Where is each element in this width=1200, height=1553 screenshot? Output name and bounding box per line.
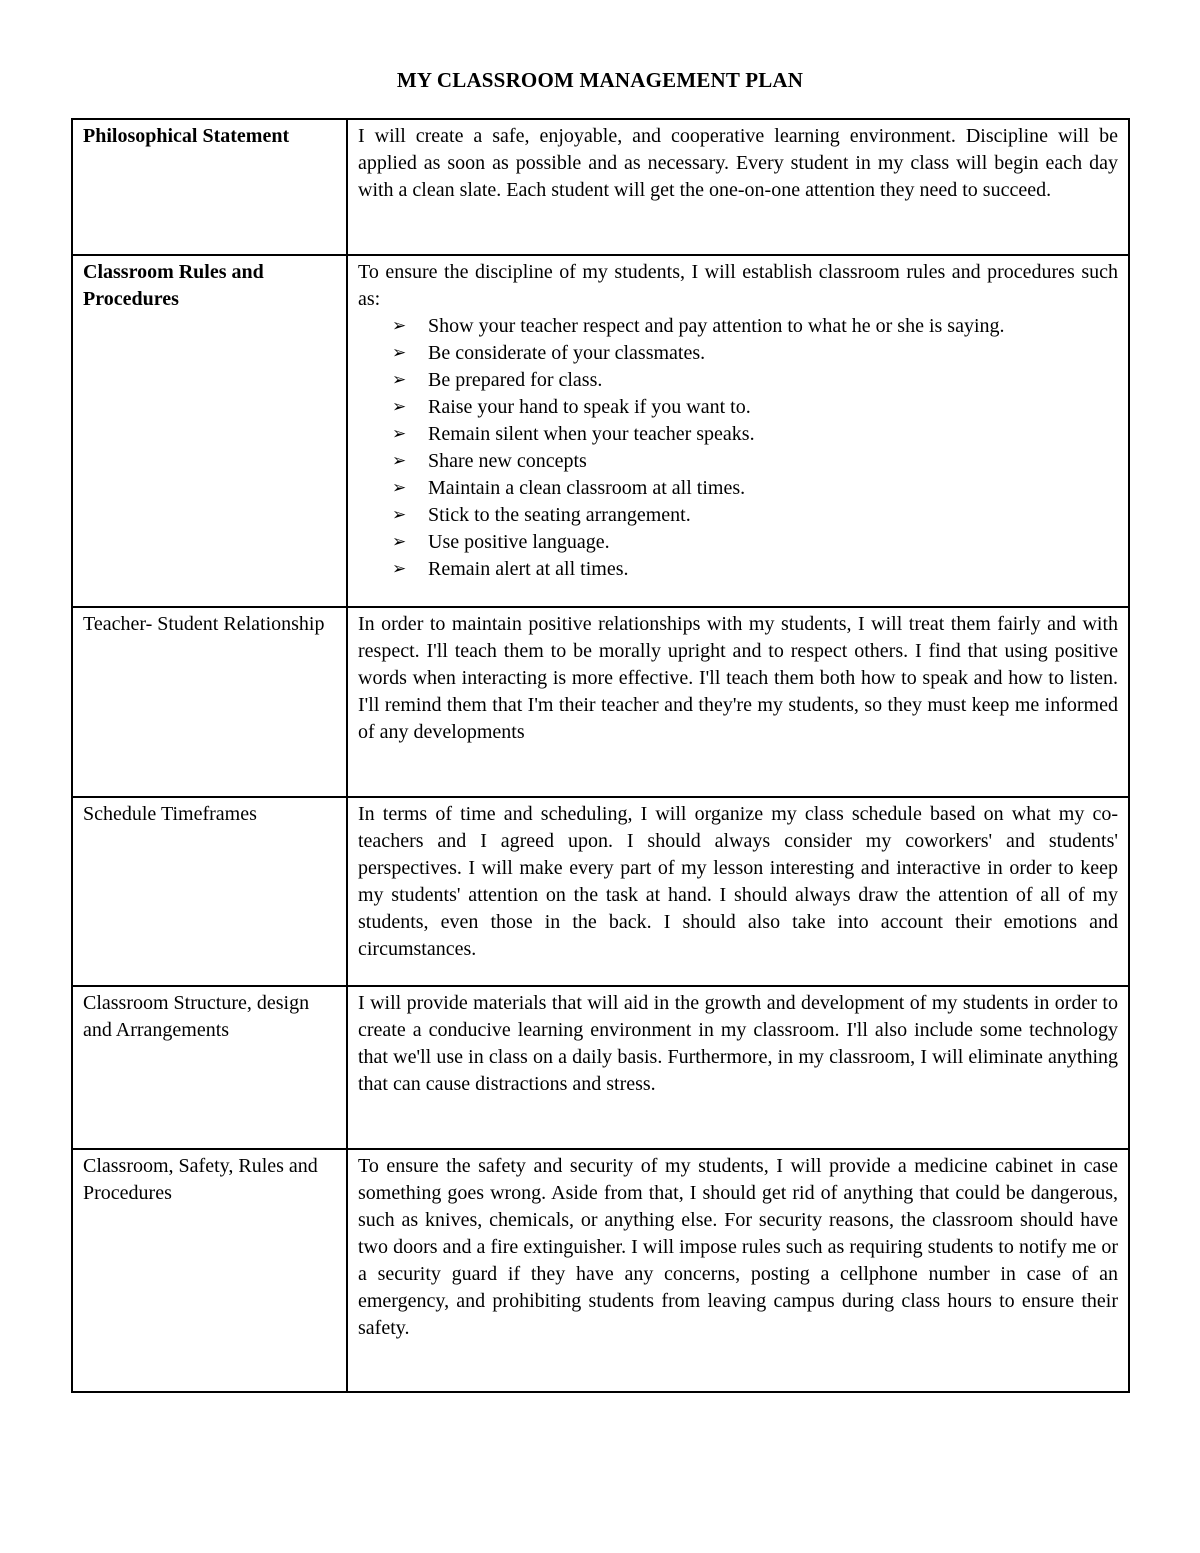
list-item xyxy=(392,475,1118,502)
arrow-bullet-icon: ➢ xyxy=(392,397,407,417)
row-label-philosophical-statement: Philosophical Statement xyxy=(72,119,347,255)
arrow-bullet-icon: ➢ xyxy=(392,532,407,552)
row-label-classroom-safety: Classroom, Safety, Rules and Procedures xyxy=(72,1149,347,1392)
arrow-bullet-icon: ➢ xyxy=(392,559,407,579)
table-row xyxy=(72,797,1129,986)
list-item xyxy=(392,448,1118,475)
list-item xyxy=(392,394,1118,421)
table-row xyxy=(72,607,1129,797)
table-row xyxy=(72,119,1129,255)
row-label-teacher-student-relationship: Teacher- Student Relationship xyxy=(72,607,347,797)
arrow-bullet-icon: ➢ xyxy=(392,451,407,471)
rule-text: Stick to the seating arrangement. xyxy=(428,504,691,526)
arrow-bullet-icon: ➢ xyxy=(392,505,407,525)
row-text-classroom-structure: I will provide materials that will aid in the growth and development of my students in order to create a conducive learning environment in my classroom. I'll also include some technology that we'll use in class on a daily basis. Furthermore, in my classroom, I will eliminate anything that can cause distractions and stress. xyxy=(347,986,1129,1149)
arrow-bullet-icon: ➢ xyxy=(392,343,407,363)
row-text-schedule-timeframes: In terms of time and scheduling, I will organize my class schedule based on what my co-teachers and I agreed upon. I should always consider my coworkers' and students' perspectives. I will make every part of my lesson interesting and interactive in order to keep my students' attention on the task at hand. I should always draw the attention of all of my students, even those in the back. I should also take into account their emotions and circumstances. xyxy=(347,797,1129,986)
rule-text: Remain alert at all times. xyxy=(428,558,629,580)
list-item xyxy=(392,367,1118,394)
rules-intro: To ensure the discipline of my students, I will establish classroom rules and procedures such as: xyxy=(358,261,1118,310)
rule-text: Maintain a clean classroom at all times. xyxy=(428,477,746,499)
management-plan-table xyxy=(71,118,1130,1393)
rule-text: Show your teacher respect and pay attention to what he or she is saying. xyxy=(428,315,1005,337)
row-content-classroom-rules xyxy=(347,255,1129,607)
rule-text: Share new concepts xyxy=(428,450,587,472)
arrow-bullet-icon: ➢ xyxy=(392,478,407,498)
list-item xyxy=(392,556,1118,583)
row-text-philosophical-statement: I will create a safe, enjoyable, and cooperative learning environment. Discipline will be applied as soon as possible and as necessary. Every student in my class will begin each day with a clean slate. Each student will get the one-on-one attention they need to succeed. xyxy=(347,119,1129,255)
rules-list xyxy=(358,313,1118,583)
list-item xyxy=(392,313,1118,340)
table-row xyxy=(72,255,1129,607)
row-text-classroom-safety: To ensure the safety and security of my students, I will provide a medicine cabinet in case something goes wrong. Aside from that, I should get rid of anything that could be dangerous, such as knives, chemicals, or anything else. For security reasons, the classroom should have two doors and a fire extinguisher. I will impose rules such as requiring students to notify me or a security guard if they have any concerns, posting a cellphone number in case of an emergency, and prohibiting students from leaving campus during class hours to ensure their safety. xyxy=(347,1149,1129,1392)
row-text-teacher-student-relationship: In order to maintain positive relationships with my students, I will treat them fairly and with respect. I'll teach them to be morally upright and to respect others. I find that using positive words when interacting is more effective. I'll teach them both how to speak and how to listen. I'll remind them that I'm their teacher and they're my students, so they must keep me informed of any developments xyxy=(347,607,1129,797)
list-item xyxy=(392,340,1118,367)
rule-text: Be considerate of your classmates. xyxy=(428,342,706,364)
list-item xyxy=(392,529,1118,556)
rule-text: Remain silent when your teacher speaks. xyxy=(428,423,755,445)
list-item xyxy=(392,421,1118,448)
table-row xyxy=(72,986,1129,1149)
row-label-classroom-rules: Classroom Rules and Procedures xyxy=(72,255,347,607)
rule-text: Be prepared for class. xyxy=(428,369,603,391)
arrow-bullet-icon: ➢ xyxy=(392,316,407,336)
table-row xyxy=(72,1149,1129,1392)
list-item xyxy=(392,502,1118,529)
rule-text: Use positive language. xyxy=(428,531,610,553)
arrow-bullet-icon: ➢ xyxy=(392,424,407,444)
arrow-bullet-icon: ➢ xyxy=(392,370,407,390)
row-label-classroom-structure: Classroom Structure, design and Arrangements xyxy=(72,986,347,1149)
row-label-schedule-timeframes: Schedule Timeframes xyxy=(72,797,347,986)
rule-text: Raise your hand to speak if you want to. xyxy=(428,396,751,418)
page-title: MY CLASSROOM MANAGEMENT PLAN xyxy=(396,68,804,92)
